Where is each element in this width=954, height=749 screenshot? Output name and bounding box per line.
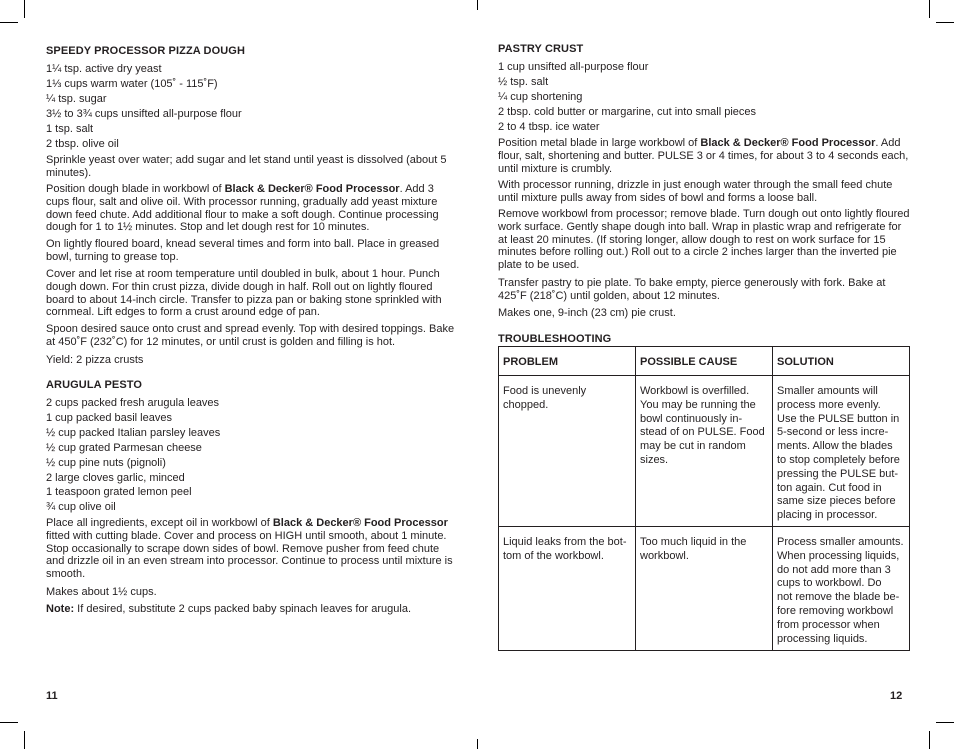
ingredient: ½ cup grated Parmesan cheese [46,442,202,454]
crop-mark [24,0,25,18]
pizza-step-3: On lightly floured board, knead several times and form into ball. Place in greased bowl, turning to grease top. [46,238,440,263]
pesto-note: Note: If desired, substitute 2 cups packed baby spinach leaves for arugula. [46,603,412,615]
pastry-step-4: Transfer pastry to pie plate. To bake empty, pierce generously with fork. Bake at 425˚F (218˚C) until golden, about 12 minutes. [498,277,886,302]
troubleshooting-title: TROUBLESHOOTING [498,333,612,345]
column-header: POSSIBLE CAUSE [636,347,773,376]
pizza-step-2: Position dough blade in workbowl of Black & Decker® Food Processor. Add 3 cups flour, salt and olive oil. With processor running, gradually add yeast mixture down feed chute. Add additional flour to make a soft dough. Continue processing dough for 1 to 1½ minutes. Stop and let dough rest for 10 minutes. [46,183,439,234]
ingredient: 2 cups packed fresh arugula leaves [46,397,220,409]
ingredient: 1 tsp. salt [46,123,94,135]
ingredient: 1 cup unsifted all-purpose flour [498,61,649,73]
ingredient: 1⅓ cups warm water (105˚ - 115˚F) [46,78,218,90]
brand-name: Black & Decker® Food Processor [700,137,876,149]
ingredient: 1¼ tsp. active dry yeast [46,63,162,75]
ingredient: 1 cup packed basil leaves [46,412,172,424]
problem-cell: Liquid leaks from the bot- tom of the workbowl. [499,526,636,650]
troubleshooting-table [498,346,910,651]
pastry-step-3: Remove workbowl from processor; remove blade. Turn dough out onto lightly floured work surface. Gently shape dough into ball. Wrap in plastic wrap and refrigerate for at least 20 minutes. (If storing longer, allow dough to rest on work surface for 15 minutes before rolling out.) Roll out to a circle 2 inches larger than the inverted pie plate to be used. [498,208,910,272]
ingredient: ½ cup packed Italian parsley leaves [46,427,221,439]
crop-mark [0,722,18,723]
crop-mark [936,22,954,23]
pesto-title: ARUGULA PESTO [46,379,143,391]
crop-mark [936,722,954,723]
ingredient: ½ cup pine nuts (pignoli) [46,457,166,469]
solution-cell: Smaller amounts will process more evenly. Use the PULSE button in 5-second or less incre- ments. Allow the blades to stop completely before pressing the PULSE but- ton again. Cut food in same size pieces before placing in processor. [773,376,910,527]
pizza-title: SPEEDY PROCESSOR PIZZA DOUGH [46,45,246,57]
crop-mark [0,22,18,23]
note-label: Note: [46,603,75,615]
crop-mark [929,731,930,749]
pastry-step-2: With processor running, drizzle in just enough water through the small feed chute until mixture pulls away from sides of bowl and forms a loose ball. [498,179,893,204]
cause-cell: Too much liquid in the workbowl. [636,526,773,650]
ingredient: ½ tsp. salt [498,76,549,88]
crop-mark [24,731,25,749]
pastry-title: PASTRY CRUST [498,43,584,55]
ingredient: ¾ cup olive oil [46,501,116,513]
pizza-step-5: Spoon desired sauce onto crust and spread evenly. Top with desired toppings. Bake at 450˚F (232˚C) for 12 minutes, or until crust is golden and filling is hot. [46,323,455,348]
page-number-left: 11 [46,690,58,702]
pesto-makes: Makes about 1½ cups. [46,586,157,598]
crop-mark [477,739,478,749]
problem-cell: Food is unevenly chopped. [499,376,636,527]
ingredient: 2 tbsp. olive oil [46,138,119,150]
table-header-row [499,347,910,376]
ingredient: ¼ tsp. sugar [46,93,107,105]
ingredient: 2 large cloves garlic, minced [46,472,185,484]
ingredient: 1 teaspoon grated lemon peel [46,486,192,498]
crop-mark [929,0,930,18]
brand-name: Black & Decker® Food Processor [272,517,448,529]
pastry-makes: Makes one, 9-inch (23 cm) pie crust. [498,307,676,319]
pizza-step-4: Cover and let rise at room temperature until doubled in bulk, about 1 hour. Punch dough down. For thin crust pizza, divide dough in half. Roll out on lightly floured board to about 14-inch circle. Transfer to pizza pan or baking stone sprinkled with cornmeal. Lift edges to form a crust around edge of pan. [46,268,442,319]
solution-cell: Process smaller amounts. When processing liquids, do not add more than 3 cups to workbowl. Do not remove the blade be- fore removing workbowl from processor when processing liquids. [773,526,910,650]
page-number-right: 12 [890,690,903,702]
pastry-step-1: Position metal blade in large workbowl of Black & Decker® Food Processor. Add flour, salt, shortening and butter. PULSE 3 or 4 times, for about 3 to 4 seconds each, until mixture is crumbly. [498,137,909,175]
table-row [499,526,910,650]
brand-name: Black & Decker® Food Processor [224,183,400,195]
ingredient: 2 tbsp. cold butter or margarine, cut into small pieces [498,106,757,118]
pizza-yield: Yield: 2 pizza crusts [46,354,144,366]
ingredient: ¼ cup shortening [498,91,583,103]
pizza-step-1: Sprinkle yeast over water; add sugar and let stand until yeast is dissolved (about 5 minutes). [46,154,447,179]
ingredient: 3½ to 3¾ cups unsifted all-purpose flour [46,108,242,120]
column-header: SOLUTION [773,347,910,376]
cause-cell: Workbowl is overfilled. You may be running the bowl continuously in- stead of on PULSE. Food may be cut in random sizes. [636,376,773,527]
column-header: PROBLEM [499,347,636,376]
ingredient: 2 to 4 tbsp. ice water [498,121,600,133]
pesto-step-1: Place all ingredients, except oil in workbowl of Black & Decker® Food Processor fitted with cutting blade. Cover and process on HIGH until smooth, about 1 minute. Stop occasionally to scrape down sides of bowl. Remove pusher from feed chute and drizzle oil in an even stream into processor. Continue to process until mixture is smooth. [46,517,453,581]
table-row [499,376,910,527]
crop-mark [477,0,478,10]
